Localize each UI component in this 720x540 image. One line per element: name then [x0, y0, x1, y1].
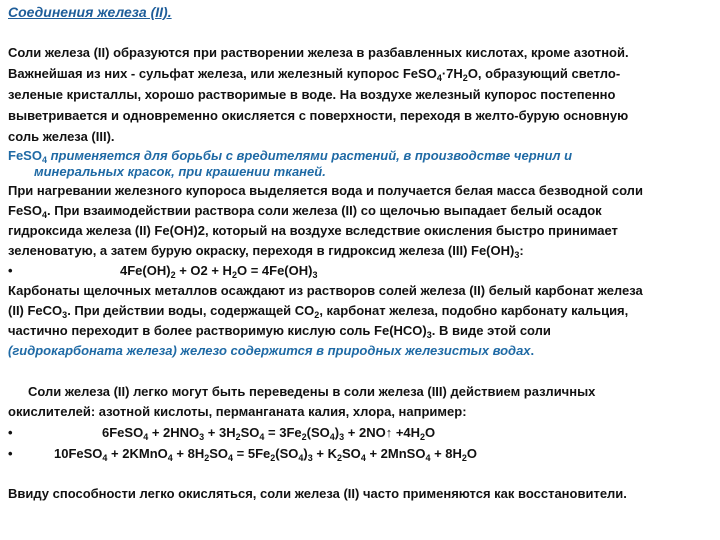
subscript: 4	[360, 453, 366, 463]
text-run: + 2HNO	[148, 425, 200, 440]
text-line	[8, 486, 627, 501]
text-run: минеральных красок, при крашении тканей.	[34, 164, 326, 179]
subscript: 2	[461, 453, 467, 463]
text-run: . При действии воды, содержащей CO	[67, 303, 315, 318]
subscript: 4	[167, 453, 173, 463]
text-run: зеленые кристаллы, хорошо растворимые в воде. На воздухе железный купорос постепенно	[8, 87, 616, 102]
subscript: 2	[270, 453, 276, 463]
subscript: 3	[62, 310, 68, 320]
text-line	[8, 87, 615, 102]
text-run: соль железа (III).	[8, 129, 115, 144]
text-run: SO	[209, 446, 229, 461]
text-run: частично переходит в более растворимую кислую соль Fe(HCO)	[8, 323, 427, 338]
text-run: + 8H	[430, 446, 462, 461]
subscript: 4	[143, 432, 149, 442]
text-line	[8, 303, 628, 318]
text-line	[34, 164, 326, 179]
text-line	[8, 45, 629, 60]
text-run: )	[334, 425, 340, 440]
text-run: + 2MnSO	[365, 446, 426, 461]
text-line	[8, 108, 628, 123]
subscript: 4	[41, 210, 47, 220]
text-run: Соли железа (II) образуются при растворении железа в разбавленных кислотах, кроме азотной.	[8, 45, 629, 60]
subscript: 4	[102, 453, 108, 463]
text-line	[8, 223, 618, 238]
text-run: 10FeSO	[54, 446, 103, 461]
text-run: ·7H	[441, 66, 463, 81]
text-line	[8, 203, 602, 218]
bullet-icon: •	[8, 263, 13, 278]
subscript: 3	[199, 432, 205, 442]
subscript: 2	[204, 453, 210, 463]
subscript: 4	[425, 453, 431, 463]
subscript: 2	[170, 270, 176, 280]
subscript: 4	[436, 73, 442, 83]
text-run: выветривается и одновременно окисляется с поверхности, переходя в желто-бурую основную	[8, 108, 629, 123]
text-run: (SO	[275, 446, 299, 461]
text-run: Ввиду способности легко окисляться, соли железа (II) часто применяются как восстановители.	[8, 486, 627, 501]
text-line	[8, 66, 620, 81]
text-run: = 3Fe	[264, 425, 302, 440]
text-run: FeSO	[8, 203, 42, 218]
text-run: , карбонат железа, подобно карбонату кальция,	[319, 303, 629, 318]
text-run: O = 4Fe(OH)	[236, 263, 313, 278]
text-run: O	[425, 425, 436, 440]
text-line	[8, 129, 115, 144]
text-run: (II) FeCO	[8, 303, 63, 318]
subscript: 2	[235, 432, 241, 442]
text-run: При нагревании железного купороса выделяется вода и получается белая масса безводной соли	[8, 183, 643, 198]
text-run: FeSO	[8, 148, 42, 163]
text-run: )	[303, 446, 308, 461]
subscript: 2	[337, 453, 343, 463]
text-run: :	[519, 243, 524, 258]
subscript: 2	[231, 270, 237, 280]
text-line	[8, 323, 551, 338]
text-run: (гидрокарбоната железа) железо содержится в природных железистых водах	[8, 343, 531, 358]
page-title: Соединения железа (II).	[8, 4, 172, 20]
subscript: 3	[514, 250, 520, 260]
text-run: (SO	[306, 425, 330, 440]
text-run: SO	[240, 425, 260, 440]
subscript: 4	[298, 453, 304, 463]
text-run: + 2NO↑ +4H	[344, 425, 421, 440]
text-run: + 3H	[204, 425, 236, 440]
text-line	[8, 148, 572, 163]
subscript: 3	[312, 270, 318, 280]
text-run: применяется для борьбы с вредителями растений, в производстве чернил и	[46, 148, 573, 163]
text-run: O, образующий светло-	[467, 66, 621, 81]
text-run: .	[530, 343, 535, 358]
text-run: 6FeSO	[102, 425, 144, 440]
subscript: 2	[301, 432, 307, 442]
text-run: гидроксида железа (II) Fe(OH)2, который на воздухе вследствие окисления быстро принимает	[8, 223, 618, 238]
text-run: + O2 + H	[175, 263, 232, 278]
text-run: Важнейшая из них - сульфат железа, или железный купорос FeSO	[8, 66, 437, 81]
text-run: 4Fe(OH)	[120, 263, 171, 278]
text-line	[8, 343, 534, 358]
text-line	[8, 283, 643, 298]
bullet-icon: •	[8, 425, 13, 440]
text-run: + 2KMnO	[107, 446, 168, 461]
text-line	[8, 404, 467, 419]
text-run: Соли железа (II) легко могут быть переведены в соли железа (III) действием различных	[28, 384, 596, 399]
text-line	[8, 243, 524, 258]
text-run: SO	[342, 446, 361, 461]
text-run: + 8H	[172, 446, 205, 461]
text-run: + K	[312, 446, 337, 461]
subscript: 2	[462, 73, 468, 83]
text-run: окислителей: азотной кислоты, перманганата калия, хлора, например:	[8, 404, 467, 419]
equation-line	[54, 446, 477, 461]
equation-line	[102, 425, 435, 440]
subscript: 2	[314, 310, 320, 320]
subscript: 4	[259, 432, 265, 442]
text-run: . В виде этой соли	[431, 323, 551, 338]
subscript: 3	[426, 330, 432, 340]
subscript: 2	[420, 432, 426, 442]
text-run: зеленоватую, а затем бурую окраску, переходя в гидроксид железа (III) Fe(OH)	[8, 243, 515, 258]
text-run: Карбонаты щелочных металлов осаждают из растворов солей железа (II) белый карбонат железа	[8, 283, 643, 298]
subscript: 4	[329, 432, 335, 442]
text-run: = 5Fe	[233, 446, 271, 461]
subscript: 3	[339, 432, 345, 442]
subscript: 4	[41, 155, 47, 165]
bullet-icon: •	[8, 446, 13, 461]
text-line	[28, 384, 595, 399]
text-run: O	[466, 446, 478, 461]
subscript: 4	[228, 453, 234, 463]
text-run: . При взаимодействии раствора соли железа (II) со щелочью выпадает белый осадок	[46, 203, 602, 218]
equation-line	[120, 263, 317, 278]
text-line	[8, 183, 643, 198]
subscript: 3	[307, 453, 313, 463]
